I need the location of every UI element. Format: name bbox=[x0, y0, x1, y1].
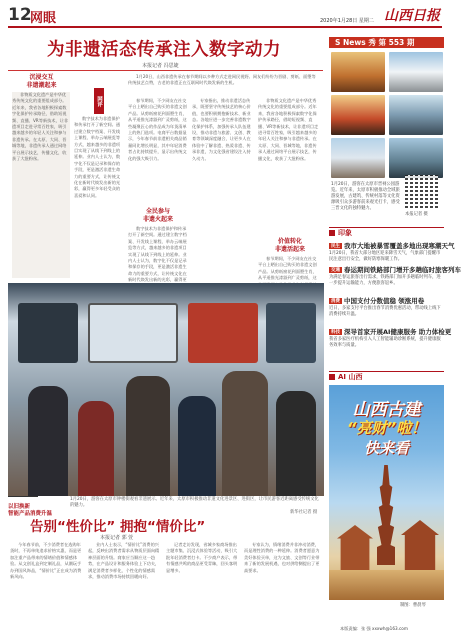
news-thumb-2 bbox=[389, 52, 443, 92]
brief-3-text: 近日，多家支付平台推出春节消费优惠活动，带动线上线下消费持续升温。 bbox=[329, 306, 441, 317]
section-rule-2 bbox=[329, 371, 444, 372]
news-show-header: S News 秀 第 553 期 bbox=[329, 37, 444, 48]
second-column-b: 业内人士表示，“情价比”消费的兴起，反映出消费者需求从物质层面向精神层面的升级。商家应当顺应这一趋势，在产品设计和服务体验上下功夫，满足消费者多样化、个性化的情感需求，推动消费市场持续回暖向好。 bbox=[88, 542, 160, 580]
lead-byline: 本报记者 冯思婕 bbox=[142, 63, 179, 69]
lead-column-c2: 数字技术为非遗保护和传承打开了新空间。通过建立数字档案、开发线上课程、举办云端展览等方式，越来越多的非遗项目实现了从线下到线上的延伸。业内人士认为，数字化不仅是记录和保存的手段，更是激活非遗生命力的重要方式，让传统文化在新时代焕发出新的光彩，赢得更 bbox=[128, 226, 187, 283]
brief-4-title: 科技 深导首家开展AI健康服务 助力体检更 bbox=[331, 328, 452, 336]
section-name: 网眼 bbox=[30, 11, 57, 26]
poster-line-1: 山西古建 bbox=[352, 400, 421, 420]
lead-column-c: 春节期间，不少网友在社交平台上晒出自己购买的非遗文创产品。从剪纸窗花到面塑生肖，从平遥推光漆器到广灵剪纸，这些凝聚匠心的作品成为年货清单上的热门选项。电商平台数据显示，今年春节前非遗相关商品销量同比增长明显，其中年轻消费者占比持续提升，显示出传统文化的强大吸引力。 bbox=[128, 98, 187, 161]
photo-caption: 1月20日，游客在太原市钟楼街观看非遗展示。近年来，太原市积极推动非遗文化进景区、进街区，让市民游客近距离感受传统文化的魅力。 bbox=[70, 497, 319, 508]
caption-rule bbox=[8, 496, 38, 502]
lead-subhead-2: 全民参与 非遗火起来 bbox=[142, 208, 173, 223]
brief-1-text: 1月20日，我省大部分地区迎来降雪天气，气象部门提醒市民注意出行安全，做好防寒保暖工作。 bbox=[329, 251, 441, 262]
news-show-credit: 本报记者 摄 bbox=[405, 212, 428, 217]
qr-code bbox=[405, 175, 438, 208]
lead-subhead-3: 价值转化 非遗活起来 bbox=[274, 238, 305, 253]
second-column-c: 记者走访发现，省城多家商场推出主题市集、沉浸式体验等活动，吸引大批年轻消费者打卡。不少商户表示，带有情感共鸣的商品更受青睐，回头客明显增多。 bbox=[166, 542, 238, 573]
temple-right-graphic bbox=[401, 520, 439, 570]
second-byline: 本报记者 郭 萱 bbox=[100, 535, 134, 541]
second-headline: 告别“性价比” 拥抱“情价比” bbox=[30, 519, 206, 535]
newspaper-logo: 山西日报 bbox=[384, 8, 440, 24]
poster-credit: 制图：曹晨琴 bbox=[400, 603, 426, 608]
brief-3-title: 消费 中国支付分数值稳 领涨用卷 bbox=[331, 297, 425, 305]
lead-column-e: 非物质文化遗产是中华优秀传统文化的重要组成部分。近年来，我省各地积极探索数字化保护传承路径，借助短视频、直播、VR等新技术，让非遗项目走进寻常百姓家，吸引越来越多的年轻人关注和参与非遗传承。在太原、大同、晋城等地，非遗传承人通过网络平台展示技艺，传播文化，收获了大批粉丝。 bbox=[258, 98, 319, 161]
brief-1-title: 民生 我市大地被暴雪覆盖多地出现寒潮天气 bbox=[331, 242, 455, 250]
lead-column-b: 数字技术为非遗保护和传承打开了新空间。通过建立数字档案、开发线上课程、举办云端展览等方式，越来越多的非遗项目实现了从线下到线上的延伸。业内人士认为，数字化不仅是记录和保存的手段，更是激活非遗生命力的重要方式，让传统文化在新时代焕发出新的光彩，赢得更多年轻受众的喜爱和认同。 bbox=[74, 116, 121, 198]
section-impression-title: 印象 bbox=[338, 229, 352, 237]
news-thumb-1 bbox=[331, 52, 385, 92]
lead-rule bbox=[8, 70, 323, 71]
commentary-label: 网评 bbox=[94, 88, 104, 114]
section-ai-shanxi bbox=[329, 373, 362, 382]
page-number: 12 bbox=[8, 5, 32, 25]
issue-date: 2020年1月28日 星期二 bbox=[320, 18, 374, 24]
poster-line-2: “亮财”啦！ bbox=[346, 419, 427, 437]
ai-poster bbox=[329, 385, 444, 600]
lead-column-a: 非物质文化遗产是中华优秀传统文化的重要组成部分。近年来，我省各地积极探索数字化保护传承路径，借助短视频、直播、VR等新技术，让非遗项目走进寻常百姓家，吸引越来越多的年轻人关注和参与非遗传承。在太原、大同、晋城等地，非遗传承人通过网络平台展示技艺，传播文化，收获了大批粉丝。 bbox=[12, 92, 70, 278]
temple-left-graphic bbox=[337, 525, 373, 570]
news-thumb-5 bbox=[331, 138, 385, 178]
header-rule bbox=[8, 26, 442, 28]
second-column-d: 专家认为，情绪消费并非冲动消费，而是理性消费的一种延伸。消费者愿意为美好体验买单，这为文旅、文创等行业带来了新的发展机遇，也对供给侧提出了更高要求。 bbox=[244, 542, 320, 573]
news-show-text: 1月20日，游客在太原市晋祠公园游览。近年来，太原市积极推动全域旅游发展，古建筑、传统村落等文化资源吸引众多游客前来观光打卡，感受三晋文化的独特魅力。 bbox=[331, 182, 400, 211]
lead-column-d: 专家指出，推动非遗活态传承，既要坚守传统技艺的核心价值，也要积极拥抱新技术、新业态。各地应进一步完善非遗数字化保护体系，加强传承人队伍建设，推动非遗与旅游、文创、教育等领域深度融合，让更多人在体验中了解非遗、热爱非遗、传承非遗，为文化强省建设注入持久动力。 bbox=[192, 98, 251, 161]
lead-subhead-1: 沉浸交互 非遗潮起来 bbox=[26, 74, 57, 89]
poster-ground bbox=[329, 570, 444, 600]
section-rule-1 bbox=[329, 227, 444, 228]
footer-editor: 本版责编：张 强 xxxwh@163.com bbox=[340, 626, 408, 631]
brief-2-title: 交通 春运期间铁路部门增开多趟临时旅客列车 bbox=[331, 266, 461, 274]
news-photo bbox=[8, 283, 324, 496]
poster-line-3: 快来看 bbox=[363, 439, 409, 457]
news-thumb-3 bbox=[331, 95, 385, 135]
photo-credit: 新华社记者 摄 bbox=[290, 510, 318, 515]
second-column-a: 今年春节前，不少消费者在选购年货时，不再单纯追求价格实惠，而是更加注重产品带来的情绪价值和情感体验。从文创礼盒到定制礼品，从潮玩手办到国风饰品，“情价比”正在成为消费新风向。 bbox=[10, 542, 82, 580]
news-thumb-6 bbox=[389, 138, 443, 178]
news-thumb-4 bbox=[389, 95, 443, 135]
pagoda-graphic bbox=[377, 465, 395, 565]
brief-4-text: 我省多家医疗机构引入人工智能辅助诊断系统，提升健康服务效率与质量。 bbox=[329, 337, 441, 348]
lead-intro: 1月20日，山西非遗传承在春节期间以多种方式走进网民视野。网友们纷纷为晋剧、剪纸、面塑等传统技艺点赞，古老的非遗正在互联网时代焕发新的生机。 bbox=[128, 74, 316, 86]
brief-2-text: 为满足春运旅客出行需求，铁路部门加开多趟临时列车，进一步提升运输能力，方便旅客返乡。 bbox=[329, 275, 441, 286]
lead-headline: 为非遗活态传承注入数字动力 bbox=[47, 40, 281, 60]
section-impression bbox=[329, 229, 352, 238]
caption-title: 以旧换新 智能产品消费升温 bbox=[8, 504, 53, 517]
lead-column-f: 春节期间，不少网友在社交平台上晒出自己购买的非遗文创产品。从剪纸窗花到面塑生肖，从平遥推光漆器到广灵剪纸，这 bbox=[258, 256, 317, 281]
section-ai-shanxi-title: AI 山西 bbox=[338, 373, 363, 381]
